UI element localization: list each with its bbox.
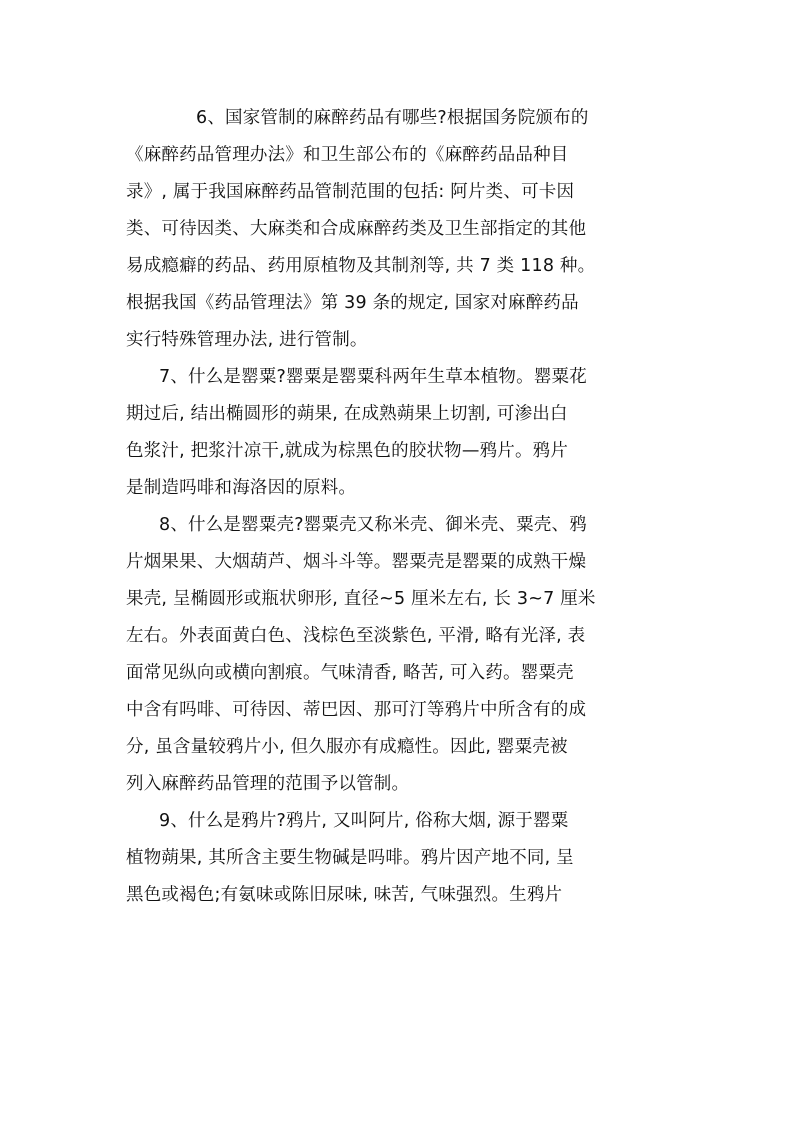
paragraph-line: 黑色或褐色;有氨味或陈旧尿味, 味苦, 气味强烈。生鸦片 — [126, 885, 563, 905]
document-body — [126, 100, 686, 914]
paragraph-line: 面常见纵向或横向割痕。气味清香, 略苦, 可入药。罂粟壳 — [126, 663, 574, 683]
paragraph-q9 — [126, 803, 686, 914]
paragraph-line: 类、可待因类、大麻类和合成麻醉药类及卫生部指定的其他 — [126, 219, 587, 239]
paragraph-line: 分, 虽含量较鸦片小, 但久服亦有成瘾性。因此, 罂粟壳被 — [126, 737, 568, 757]
paragraph-line: 中含有吗啡、可待因、蒂巴因、那可汀等鸦片中所含有的成 — [126, 700, 587, 720]
paragraph-line: 《麻醉药品管理办法》和卫生部公布的《麻醉药品品种目 — [126, 145, 569, 165]
paragraph-line: 7、什么是罂粟?罂粟是罂粟科两年生草本植物。罂粟花 — [159, 367, 587, 387]
paragraph-line: 实行特殊管理办法, 进行管制。 — [126, 330, 368, 350]
paragraph-q7 — [126, 359, 686, 507]
paragraph-line: 8、什么是罂粟壳?罂粟壳又称米壳、御米壳、粟壳、鸦 — [159, 515, 587, 535]
paragraph-line: 果壳, 呈椭圆形或瓶状卵形, 直径~5 厘米左右, 长 3~7 厘米 — [126, 589, 596, 609]
paragraph-q8 — [126, 507, 686, 803]
paragraph-line: 色浆汁, 把浆汁凉干,就成为棕黑色的胶状物—鸦片。鸦片 — [126, 441, 569, 461]
paragraph-line: 片烟果果、大烟葫芦、烟斗斗等。罂粟壳是罂粟的成熟干燥 — [126, 552, 587, 572]
paragraph-line: 9、什么是鸦片?鸦片, 又叫阿片, 俗称大烟, 源于罂粟 — [159, 811, 569, 831]
paragraph-line: 期过后, 结出椭圆形的蒴果, 在成熟蒴果上切割, 可渗出白 — [126, 404, 568, 424]
paragraph-line: 根据我国《药品管理法》第 39 条的规定, 国家对麻醉药品 — [126, 293, 579, 313]
paragraph-line: 是制造吗啡和海洛因的原料。 — [126, 478, 357, 498]
paragraph-line: 易成瘾癖的药品、药用原植物及其制剂等, 共 7 类 118 种。 — [126, 256, 596, 276]
paragraph-line: 植物蒴果, 其所含主要生物碱是吗啡。鸦片因产地不同, 呈 — [126, 848, 574, 868]
paragraph-line: 左右。外表面黄白色、浅棕色至淡紫色, 平滑, 略有光泽, 表 — [126, 626, 586, 646]
paragraph-line: 6、国家管制的麻醉药品有哪些?根据国务院颁布的 — [196, 108, 589, 128]
paragraph-q6 — [126, 100, 686, 359]
paragraph-line: 列入麻醉药品管理的范围予以管制。 — [126, 774, 410, 794]
paragraph-line: 录》, 属于我国麻醉药品管制范围的包括: 阿片类、可卡因 — [126, 182, 575, 202]
